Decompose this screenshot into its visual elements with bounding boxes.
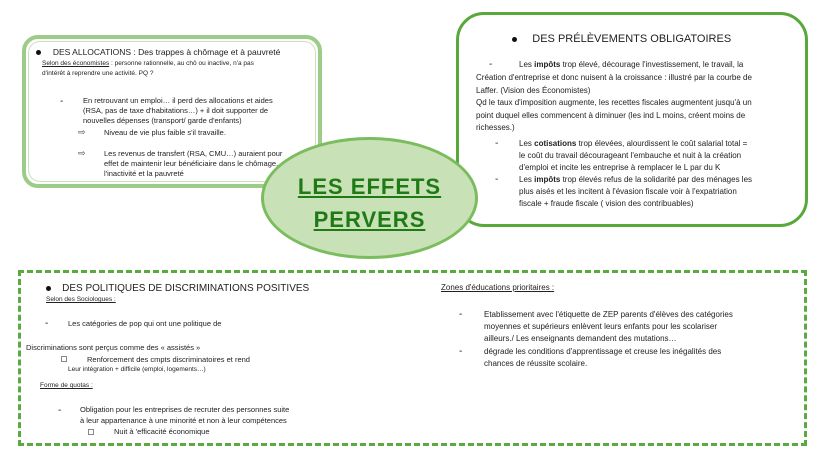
discr-l6: à leur appartenance à une minorité et non à leur compétences — [80, 416, 287, 425]
zep-z1-l1: Etablissement avec l'étiquette de ZEP parents d'élèves des catégories — [484, 310, 733, 319]
prel-p1-l3: Laffer. (Vision des Économistes) — [476, 86, 591, 95]
socio-label: Selon des Sociologues : — [46, 296, 116, 303]
discr-l3: Renforcement des cmpts discriminatoires et rend — [87, 355, 250, 364]
bullet-icon — [36, 50, 41, 55]
dash-icon: - — [495, 138, 499, 149]
prelevements-title: DES PRÉLÈVEMENTS OBLIGATOIRES — [532, 33, 732, 45]
bullet-icon — [512, 37, 517, 42]
arrow-icon: ⇨ — [78, 148, 86, 158]
prel-p3-l1: Les cotisations trop élevées, alourdissent le coût salarial total = — [519, 139, 748, 148]
discr-l1: Les catégories de pop qui ont une politique de — [68, 319, 222, 328]
alloc-sub1: Niveau de vie plus faible s'il travaille. — [104, 128, 226, 137]
prel-p1-l2: Création d'entreprise et donc nuisent à la croissance : illustré par la courbe de — [476, 73, 752, 82]
prel-p2-l3: richesses.) — [476, 123, 515, 132]
prelevements-title-row — [512, 33, 731, 47]
center-title-line1: LES EFFETS — [297, 174, 442, 199]
arrow-icon: ⇨ — [78, 127, 86, 137]
checkbox-icon — [88, 429, 94, 435]
dash-icon: - — [459, 346, 463, 357]
discrimination-title-row — [46, 283, 309, 296]
discr-l7: Nuit à 'efficacité économique — [114, 427, 210, 436]
discr-l4: Leur intégration + difficile (emploi, logements…) — [68, 366, 206, 373]
discrimination-title: DES POLITIQUES DE DISCRIMINATIONS POSITIVES — [62, 283, 310, 294]
prel-p4-l1: Les impôts trop élevés refus de la solidarité par des ménages les — [519, 175, 753, 184]
dash-icon: - — [495, 174, 499, 185]
zep-z2-l1: dégrade les conditions d'apprentissage et creuse les inégalités des — [484, 347, 722, 356]
discr-l2: Discriminations sont perçus comme des « assistés » — [26, 343, 201, 352]
alloc-para1-l1: En retrouvant un emploi… il perd des allocations et aides — [83, 96, 273, 105]
center-title-line2: PERVERS — [313, 207, 426, 232]
zep-z1-l2: moyennes et supérieurs enlèvent leurs enfants pour les scolariser — [484, 322, 718, 331]
prel-p4-l3: fiscale + fraude fiscale ( vision des contribuables) — [519, 199, 694, 208]
prel-p4-l2: plus aisés et les incitent à l'évasion fiscale voir à l'expatriation — [519, 187, 737, 196]
checkbox-icon — [61, 356, 67, 362]
prel-p2-l2: point duquel elles commencent à diminuer (les ind L moins, créent moins de — [476, 111, 746, 120]
allocations-econ-row — [42, 60, 254, 68]
dash-icon: - — [45, 318, 49, 329]
zep-label: Zones d'éducations prioritaires : — [441, 283, 555, 292]
alloc-sub2-l1: Les revenus de transfert (RSA, CMU…) auraient pour — [104, 149, 283, 158]
econ-line2: d'intérêt à reprendre une activité. PQ ? — [42, 70, 154, 77]
dash-icon: - — [58, 405, 62, 416]
allocations-title: DES ALLOCATIONS : Des trappes à chômage et à pauvreté — [52, 47, 281, 57]
prel-p3-l2: le coût du travail décourageant l'embauche et nuit à la création — [519, 151, 742, 160]
discr-l5: Obligation pour les entreprises de recruter des personnes suite — [80, 405, 290, 414]
alloc-para1-l3: nouvelles dépenses (transport/ garde d'enfants) — [83, 116, 242, 125]
prel-p3-l3: d'emploi et incite les entreprise à remplacer le L par du K — [519, 163, 721, 172]
dash-icon: - — [489, 59, 493, 70]
econ-label: Selon des économistes — [42, 60, 110, 67]
dash-icon: - — [459, 309, 463, 320]
alloc-sub2-l3: l'inactivité et la pauvreté — [104, 169, 184, 178]
prel-p1-l1: Les impôts trop élevé, décourage l'investissement, le travail, la — [519, 60, 744, 69]
dash-icon: - — [60, 96, 64, 107]
quota-label: Forme de quotas : — [40, 382, 93, 389]
prel-p2-l1: Qd le taux d'imposition augmente, les recettes fiscales augmentent jusqu'à un — [476, 98, 752, 107]
zep-z2-l2: chances de réussite scolaire. — [484, 359, 588, 368]
bullet-icon — [46, 286, 51, 291]
alloc-sub2-l2: effet de maintenir leur bénéficiaire dans le chômage, — [104, 159, 279, 168]
alloc-para1-l2: (RSA, pas de taxe d'habitations…) + il doit supporter de — [83, 106, 269, 115]
zep-z1-l3: ailleurs./ Les enseignants demandent des mutations… — [484, 334, 677, 343]
econ-text: : personne rationnelle, au chô ou inactive, n'a pas — [109, 60, 254, 67]
allocations-title-row — [36, 47, 280, 58]
